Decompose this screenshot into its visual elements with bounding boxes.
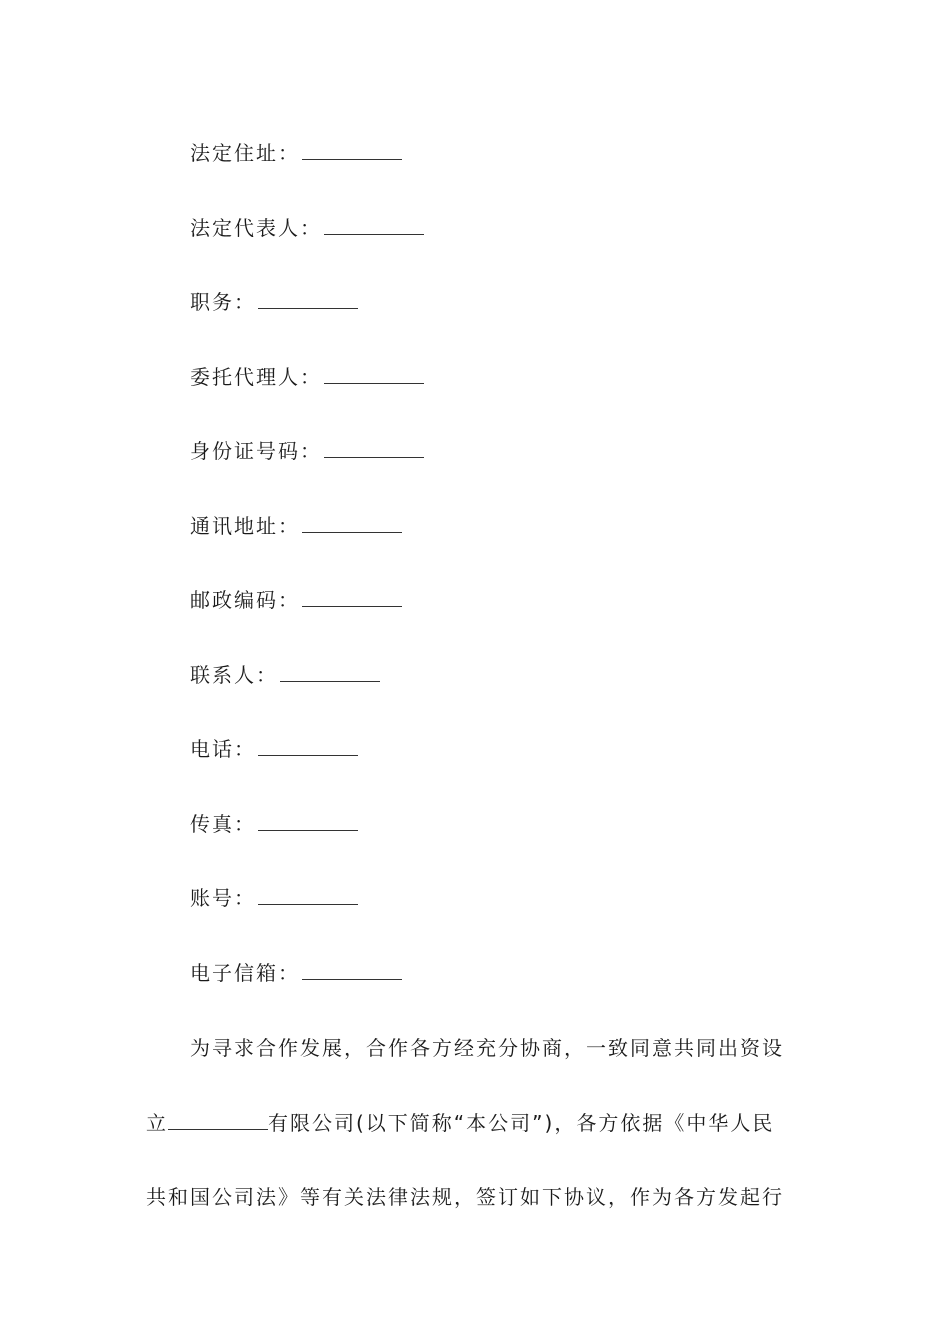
fill-blank — [324, 363, 424, 384]
field-email — [190, 959, 402, 986]
field-label: 传真： — [190, 812, 256, 836]
paragraph-text: 有限公司(以下简称“本公司”)，各方依据《中华人民 — [268, 1111, 775, 1135]
field-label: 账号： — [190, 886, 256, 910]
field-label: 法定住址： — [190, 141, 300, 165]
field-label: 法定代表人： — [190, 216, 322, 240]
field-label: 职务： — [190, 290, 256, 314]
fill-blank — [324, 214, 424, 235]
field-label: 电话： — [190, 737, 256, 761]
fill-blank — [302, 139, 402, 160]
field-id-number — [190, 437, 424, 464]
field-position — [190, 288, 358, 315]
field-phone — [190, 735, 358, 762]
fill-blank — [258, 810, 358, 831]
fill-blank — [258, 884, 358, 905]
field-label: 通讯地址： — [190, 514, 300, 538]
field-label: 身份证号码： — [190, 439, 322, 463]
paragraph-line-3: 共和国公司法》等有关法律法规，签订如下协议，作为各方发起行 — [146, 1185, 784, 1209]
field-label: 电子信箱： — [190, 961, 300, 985]
paragraph-line-1: 为寻求合作发展，合作各方经充分协商，一致同意共同出资设 — [190, 1036, 784, 1060]
field-label: 联系人： — [190, 663, 278, 687]
field-authorized-agent — [190, 363, 424, 390]
fill-blank — [302, 586, 402, 607]
paragraph-line-2 — [146, 1109, 806, 1136]
fill-blank — [258, 288, 358, 309]
field-account-number — [190, 884, 358, 911]
fill-blank — [302, 959, 402, 980]
fill-blank — [302, 512, 402, 533]
field-label: 委托代理人： — [190, 365, 322, 389]
field-legal-representative — [190, 214, 424, 241]
fill-blank — [280, 661, 380, 682]
fill-blank — [258, 735, 358, 756]
fill-blank — [324, 437, 424, 458]
field-fax — [190, 810, 358, 837]
field-label: 邮政编码： — [190, 588, 300, 612]
field-contact-person — [190, 661, 380, 688]
field-postal-code — [190, 586, 402, 613]
company-name-blank — [168, 1109, 268, 1130]
field-mailing-address — [190, 512, 402, 539]
field-legal-address — [190, 139, 402, 166]
paragraph-text: 立 — [146, 1111, 168, 1135]
